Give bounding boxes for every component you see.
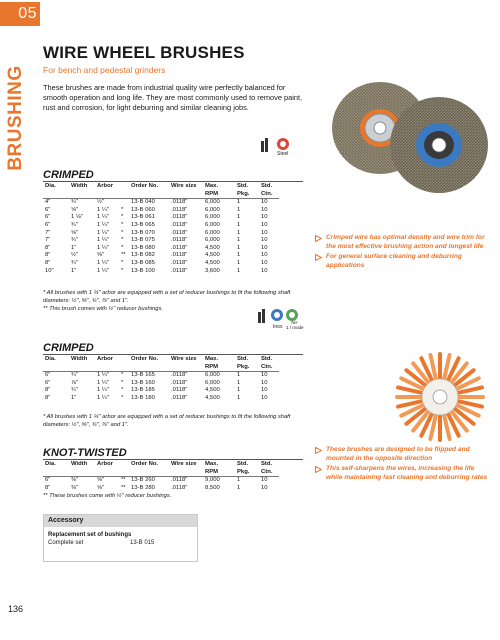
cell-wire: .0118": [169, 372, 203, 380]
cell-wire: .0118": [171, 221, 188, 228]
table-row: [43, 222, 279, 230]
cell-order: 13-B 180: [131, 394, 155, 401]
cell-dia: 6": [45, 379, 51, 386]
cell-rpm: 6,000: [205, 229, 220, 236]
cell-arbor: ⅝": [97, 252, 105, 259]
cell-width: ½": [71, 252, 79, 259]
col-ctn: Std. Ctn.: [261, 356, 273, 370]
cell-ctn: 10: [261, 237, 268, 244]
section-title-knot-twisted: KNOT-TWISTED: [43, 447, 127, 459]
section-rule: [43, 181, 303, 182]
cell-dia: 6": [45, 206, 51, 213]
cell-pkg: 1: [237, 237, 241, 244]
cell-ctn: 10: [261, 267, 268, 274]
col-dia: Dia.: [45, 461, 56, 467]
cell-pkg: 1: [237, 252, 241, 259]
cell-arbor: 1 ¼": [97, 206, 109, 213]
accessory-item-order: 13-B 015: [130, 540, 155, 546]
table-row: [43, 245, 279, 253]
cell-rpm: 6,000: [205, 237, 220, 244]
cell-order: 13-B 080: [131, 244, 155, 251]
crimped-bullets: [315, 234, 490, 272]
cell-width: 1": [71, 267, 77, 274]
cell-arbor: 1 ¼": [97, 259, 109, 266]
section-title-crimped: CRIMPED: [43, 169, 94, 181]
accessory-item-title: Replacement set of bushings: [48, 532, 132, 538]
cell-mark: *: [121, 267, 124, 274]
cell-width: ⅜": [69, 477, 95, 485]
cell-ctn: 10: [261, 259, 268, 266]
cell-width: ¾": [69, 199, 95, 207]
triangle-bullet-icon: [315, 466, 322, 473]
table-note: ** These brushes come with ½" reducer bushings.: [43, 493, 172, 499]
cell-pkg: 1: [237, 244, 241, 251]
cell-ctn: 10: [261, 214, 268, 221]
steel-icon: [258, 137, 294, 155]
cell-wire: .0118": [171, 379, 188, 386]
steel-logo-text: Steel: [277, 151, 289, 157]
col-arbor: Arbor: [97, 461, 114, 467]
cell-pkg: 1: [235, 477, 259, 485]
cell-pkg: 1: [237, 379, 241, 386]
cell-dia: 4": [43, 199, 69, 207]
chapter-label-text: BRUSHING: [5, 65, 26, 171]
cell-wire: .0118": [171, 244, 188, 251]
cell-mark: *: [121, 221, 124, 228]
cell-order: 13-B 260: [129, 477, 169, 485]
cell-rpm: 6,000: [205, 214, 220, 221]
cell-width: ⅜": [71, 484, 79, 491]
cell-wire: .0118": [171, 484, 188, 491]
cell-mark: [119, 199, 129, 207]
cell-ctn: 10: [261, 221, 268, 228]
cell-width: ¾": [71, 259, 79, 266]
cell-dia: 10": [45, 267, 54, 274]
cell-ctn: 10: [261, 379, 268, 386]
cell-arbor: 1 ¼": [97, 379, 109, 386]
spec-table-crimped: [43, 183, 279, 275]
cell-order: 13-B 075: [131, 237, 155, 244]
col-pkg: Std. Pkg.: [237, 183, 250, 197]
cell-order: 13-B 085: [131, 259, 155, 266]
cell-order: 13-B 165: [129, 372, 169, 380]
feature-bullet: Crimped wire has optimal density and wire trim for the most effective brushing action and longest life: [315, 234, 490, 251]
triangle-bullet-icon: [315, 447, 322, 454]
cell-mark: **: [121, 484, 126, 491]
cell-pkg: 1: [237, 229, 241, 236]
chapter-label: [6, 58, 26, 178]
cell-wire: .0118": [169, 477, 203, 485]
cell-width: ¾": [71, 237, 79, 244]
cell-pkg: 1: [237, 484, 241, 491]
cell-wire: .0118": [171, 237, 188, 244]
cell-mark: *: [121, 244, 124, 251]
cell-dia: 6": [45, 214, 51, 221]
cell-mark: *: [121, 229, 124, 236]
cell-mark: *: [121, 379, 124, 386]
cell-rpm: 4,500: [205, 244, 220, 251]
cell-arbor: 1 ¼": [95, 372, 119, 380]
col-ctn: Std. Ctn.: [261, 183, 273, 197]
cell-order: 13-B 082: [131, 252, 155, 259]
col-wire: Wire size: [171, 461, 197, 467]
col-pkg: Std. Pkg.: [237, 461, 250, 475]
table-note: * All brushes with 1 ¼" arbor are equipped with a set of reducer bushings to fit the following shaft diameters: ½", ⅝", ¾", ⅞" and 1".: [43, 290, 291, 304]
cell-wire: .0118": [171, 206, 188, 213]
table-row: [43, 268, 279, 276]
treatment-logo-text: Ni+ 1 / mode: [286, 320, 304, 330]
col-rpm: Max. RPM: [205, 356, 219, 370]
col-arbor: Arbor: [97, 183, 114, 189]
accessory-item-label: Complete set: [48, 540, 84, 546]
cell-rpm: 6,000: [205, 206, 220, 213]
cell-mark: *: [121, 214, 124, 221]
table-row: [43, 199, 279, 207]
cell-ctn: 10: [261, 252, 268, 259]
cell-rpm: 6,000: [205, 379, 220, 386]
col-pkg: Std. Pkg.: [237, 356, 250, 370]
table-row: [43, 485, 279, 493]
cell-arbor: 1 ¼": [97, 394, 109, 401]
cell-width: ⅝": [71, 229, 79, 236]
cell-rpm: 3,600: [205, 267, 220, 274]
cell-width: 1": [71, 244, 77, 251]
cell-ctn: 10: [259, 372, 279, 380]
cell-wire: .0118": [171, 387, 188, 394]
cell-dia: 6": [45, 221, 51, 228]
cell-ctn: 10: [259, 477, 279, 485]
cell-pkg: 1: [237, 221, 241, 228]
table-note: * All brushes with 1 ¼" arbor are equipped with a set of reducer bushings to fit the following shaft diameters: ½", ⅝", ¾", ⅞" and 1".: [43, 414, 291, 428]
cell-pkg: 1: [235, 199, 259, 207]
col-dia: Dia.: [45, 183, 56, 189]
cell-order: 13-B 060: [131, 206, 155, 213]
spec-table-crimped-inox: [43, 356, 279, 403]
table-row: [43, 380, 279, 388]
cell-order: 13-B 070: [131, 229, 155, 236]
cell-ctn: 10: [261, 244, 268, 251]
table-row: [43, 372, 279, 380]
cell-arbor: 1 ¼": [97, 387, 109, 394]
cell-dia: 8": [45, 244, 51, 251]
cell-mark: *: [119, 372, 129, 380]
knot-bullets: [315, 446, 490, 484]
cell-mark: *: [121, 206, 124, 213]
cell-arbor: ⅝": [95, 477, 119, 485]
cell-mark: **: [121, 252, 126, 259]
cell-width: ¾": [71, 387, 79, 394]
cell-order: 13-B 185: [131, 387, 155, 394]
knot-twisted-brush-image: [395, 352, 485, 442]
table-row: [43, 230, 279, 238]
cell-ctn: 10: [261, 229, 268, 236]
cell-order: 13-B 100: [131, 267, 155, 274]
col-order: Order No.: [131, 356, 159, 362]
cell-arbor: ½": [95, 199, 119, 207]
col-ctn: Std. Ctn.: [261, 461, 273, 475]
cell-rpm: 6,000: [203, 372, 235, 380]
cell-dia: 7": [45, 229, 51, 236]
table-row: [43, 252, 279, 260]
cell-pkg: 1: [237, 387, 241, 394]
cell-rpm: 4,500: [205, 387, 220, 394]
cell-arbor: 1 ¼": [97, 229, 109, 236]
section-rule: [43, 354, 303, 355]
cell-wire: .0118": [171, 252, 188, 259]
cell-arbor: 1 ¼": [97, 237, 109, 244]
cell-arbor: 1 ¼": [97, 267, 109, 274]
page-subtitle: For bench and pedestal grinders: [43, 65, 166, 75]
cell-pkg: 1: [237, 259, 241, 266]
inox-logo-text: Inox: [273, 324, 283, 330]
table-row: [43, 237, 279, 245]
cell-rpm: 6,000: [203, 199, 235, 207]
cell-dia: 7": [45, 237, 51, 244]
cell-pkg: 1: [235, 372, 259, 380]
cell-width: 1": [71, 394, 77, 401]
table-row: [43, 477, 279, 485]
page-title: WIRE WHEEL BRUSHES: [43, 43, 245, 62]
spec-table-knot-twisted: [43, 461, 279, 492]
crimped-brush-image-2: [388, 95, 490, 195]
feature-bullet: This self-sharpens the wires, increasing the life while maintaining fast cleaning and deburring rates: [315, 465, 490, 482]
section-title-crimped-inox: CRIMPED: [43, 342, 94, 354]
accessory-box: [43, 514, 198, 562]
cell-wire: .0118": [171, 267, 188, 274]
cell-rpm: 4,500: [205, 394, 220, 401]
cell-dia: 8": [45, 252, 51, 259]
cell-mark: *: [121, 394, 124, 401]
cell-order: 13-B 065: [131, 221, 155, 228]
accessory-heading: Accessory: [44, 515, 197, 527]
triangle-bullet-icon: [315, 254, 322, 261]
cell-mark: *: [121, 259, 124, 266]
cell-arbor: 1 ¼": [97, 221, 109, 228]
cell-wire: .0118": [169, 199, 203, 207]
cell-ctn: 10: [261, 484, 268, 491]
cell-dia: 8": [45, 387, 51, 394]
table-row: [43, 207, 279, 215]
col-wire: Wire size: [171, 356, 197, 362]
col-width: Width: [71, 461, 88, 467]
triangle-bullet-icon: [315, 235, 322, 242]
cell-wire: .0118": [171, 394, 188, 401]
cell-arbor: 1 ¼": [97, 214, 109, 221]
cell-order: 13-B 280: [131, 484, 155, 491]
cell-pkg: 1: [237, 394, 241, 401]
cell-dia: 8": [45, 484, 51, 491]
table-row: [43, 387, 279, 395]
chapter-number: 05: [0, 2, 40, 26]
cell-rpm: 8,500: [205, 484, 220, 491]
col-dia: Dia.: [45, 356, 56, 362]
cell-ctn: 10: [259, 199, 279, 207]
col-rpm: Max. RPM: [205, 461, 219, 475]
cell-mark: *: [121, 387, 124, 394]
cell-dia: 8": [45, 259, 51, 266]
cell-width: 1 ⅛": [71, 214, 83, 221]
accessory-item-row: [44, 539, 197, 547]
cell-mark: *: [121, 237, 124, 244]
col-arbor: Arbor: [97, 356, 114, 362]
cell-rpm: 4,500: [205, 252, 220, 259]
cell-order: 13-B 160: [131, 379, 155, 386]
cell-arbor: ⅝": [97, 484, 105, 491]
cell-width: ¾": [69, 372, 95, 380]
cell-dia: 8": [45, 394, 51, 401]
cell-rpm: 6,000: [205, 221, 220, 228]
col-order: Order No.: [131, 183, 159, 189]
cell-arbor: 1 ¼": [97, 244, 109, 251]
cell-width: ⅝": [71, 206, 79, 213]
cell-wire: .0118": [171, 229, 188, 236]
feature-bullet: These brushes are designed to be flipped and mounted in the opposite direction: [315, 446, 490, 463]
col-width: Width: [71, 183, 88, 189]
cell-pkg: 1: [237, 214, 241, 221]
intro-paragraph: These brushes are made from industrial quality wire perfectly balanced for smooth operation and long life. They are most commonly used to remove paint, rust and corrosion, for light deburring and similar cleaning jobs.: [43, 83, 303, 112]
cell-width: ⅞": [71, 379, 79, 386]
cell-wire: .0118": [171, 259, 188, 266]
cell-dia: 6": [43, 477, 69, 485]
cell-pkg: 1: [237, 206, 241, 213]
table-row: [43, 214, 279, 222]
col-order: Order No.: [131, 461, 159, 467]
cell-order: 13-B 061: [131, 214, 155, 221]
section-rule: [43, 459, 303, 460]
table-row: [43, 260, 279, 268]
cell-ctn: 10: [261, 394, 268, 401]
cell-ctn: 10: [261, 387, 268, 394]
cell-pkg: 1: [237, 267, 241, 274]
cell-dia: 6": [43, 372, 69, 380]
cell-mark: **: [119, 477, 129, 485]
col-width: Width: [71, 356, 88, 362]
steel-logo: [258, 137, 294, 155]
table-note: ** This brush comes with ½" reducer bushings.: [43, 306, 163, 312]
cell-rpm: 9,000: [203, 477, 235, 485]
page-number: 136: [8, 604, 24, 614]
cell-ctn: 10: [261, 206, 268, 213]
feature-bullet: For general surface cleaning and deburring applications: [315, 253, 490, 270]
col-wire: Wire size: [171, 183, 197, 189]
cell-wire: .0118": [171, 214, 188, 221]
table-row: [43, 395, 279, 403]
cell-order: 13-B 040: [129, 199, 169, 207]
col-rpm: Max. RPM: [205, 183, 219, 197]
cell-rpm: 4,500: [205, 259, 220, 266]
cell-width: ¾": [71, 221, 79, 228]
